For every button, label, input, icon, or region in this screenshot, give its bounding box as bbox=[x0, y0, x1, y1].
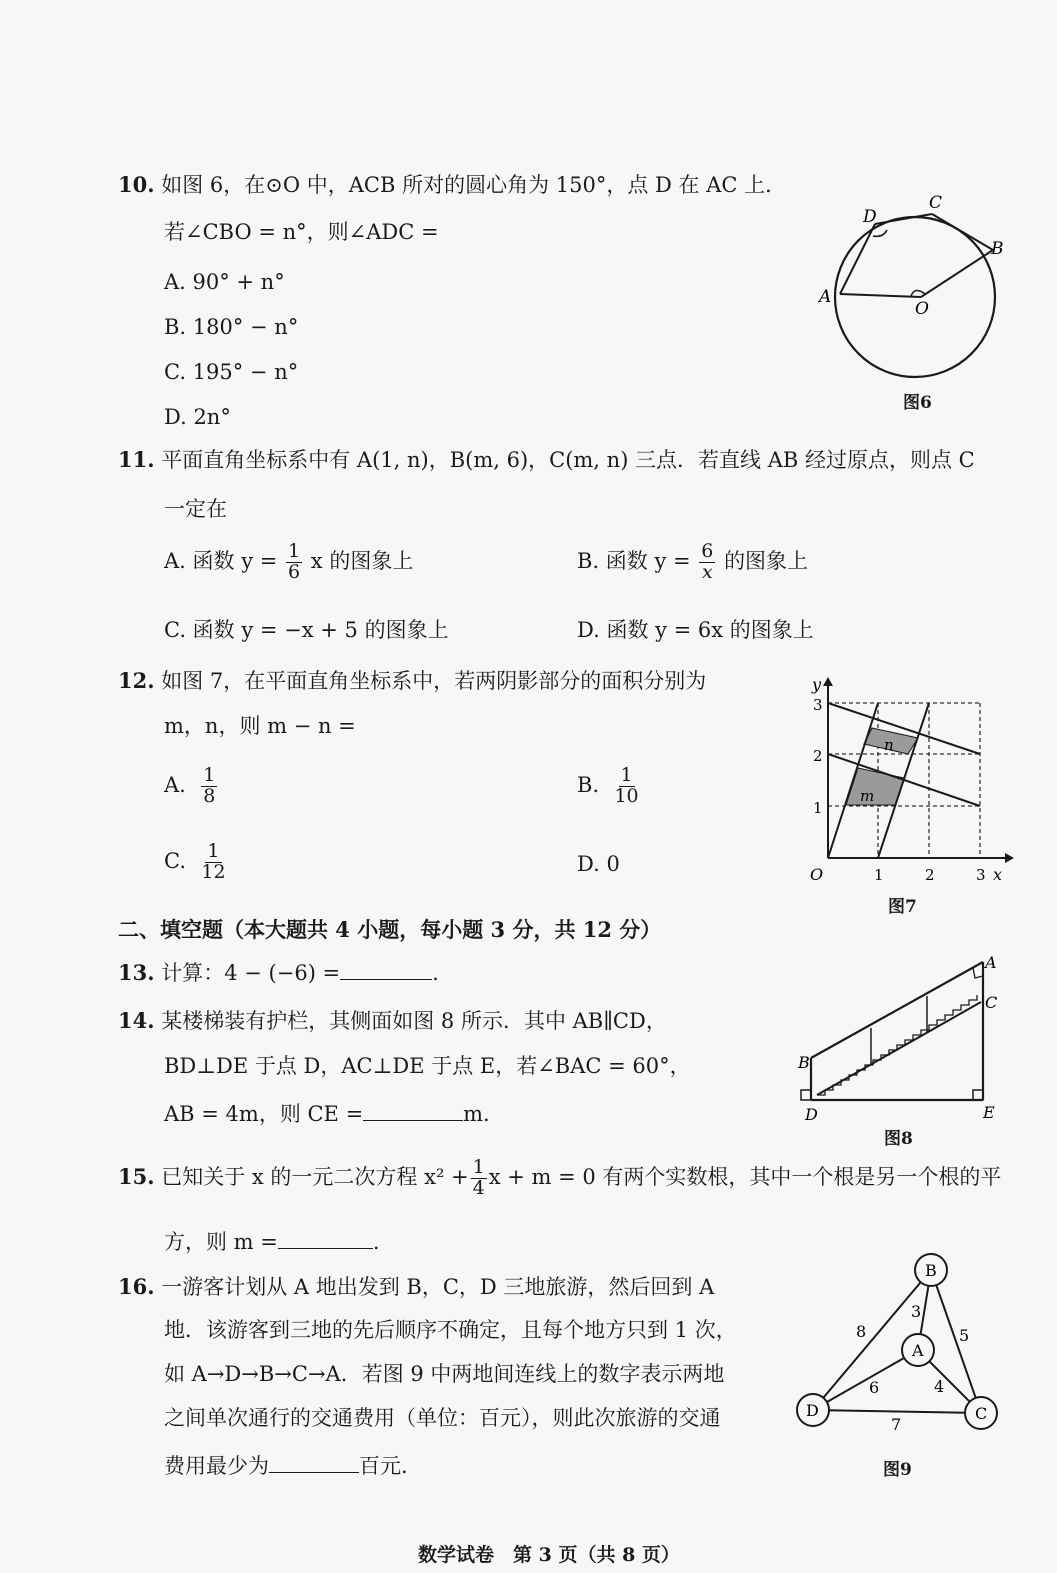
q15-answer-blank[interactable] bbox=[278, 1230, 373, 1249]
q10-option-c: C. 195° − n° bbox=[164, 360, 299, 384]
q10-option-b: B. 180° − n° bbox=[164, 315, 299, 339]
figure-7-grid bbox=[800, 668, 1020, 888]
q11-stem-1: 平面直角坐标系中有 A(1, n)，B(m, 6)，C(m, n) 三点．若直线 AB 经过原点，则点 C bbox=[161, 448, 975, 472]
q15-number: 15. bbox=[118, 1163, 155, 1189]
q12-option-b: B. $\frac{1}{10}$ bbox=[577, 764, 639, 807]
fig8-label-c: C bbox=[985, 993, 998, 1012]
fig7-label-n: n bbox=[884, 736, 894, 754]
q14-stem-3: AB = 4m，则 CE = bbox=[164, 1102, 364, 1126]
q11-option-a-pre: A. 函数 y = bbox=[164, 548, 278, 573]
segment-ob bbox=[921, 250, 993, 297]
q12-option-d: D. 0 bbox=[577, 852, 620, 876]
q10-number: 10. bbox=[118, 172, 155, 197]
q16-answer-blank[interactable] bbox=[269, 1454, 359, 1473]
q13-line: 13. 计算：4 − (−6) = . bbox=[118, 960, 439, 985]
q12-stem-1: 如图 7，在平面直角坐标系中，若两阴影部分的面积分别为 bbox=[161, 669, 707, 693]
figure-9-graph bbox=[785, 1245, 1015, 1445]
q15-stem-pre: 已知关于 x 的一元二次方程 x² + bbox=[161, 1164, 469, 1189]
q16-stem-2: 地．该游客到三地的先后顺序不确定，且每个地方只到 1 次， bbox=[164, 1318, 737, 1342]
q11-option-b-pre: B. 函数 y = bbox=[577, 548, 691, 573]
fig9-edge-ab: 3 bbox=[911, 1302, 922, 1321]
q13-stem: 计算：4 − (−6) = bbox=[161, 961, 341, 985]
q14-number: 14. bbox=[118, 1008, 155, 1033]
fig7-label-x: x bbox=[993, 865, 1003, 884]
figure-8-stair-railing bbox=[793, 950, 1013, 1125]
fig7-label-y: y bbox=[812, 675, 822, 694]
q11-option-b-post: 的图象上 bbox=[724, 548, 809, 573]
q11-option-a bbox=[164, 542, 413, 583]
q15-stem-2: 方，则 m = bbox=[164, 1230, 278, 1254]
q10-option-a: A. 90° + n° bbox=[164, 270, 285, 294]
q10-option-d: D. 2n° bbox=[164, 405, 231, 429]
figure-7-caption: 图7 bbox=[888, 897, 917, 917]
q14-line1 bbox=[118, 1008, 667, 1034]
fig9-node-label-d: D bbox=[806, 1401, 819, 1420]
q11-option-c: C. 函数 y = −x + 5 的图象上 bbox=[164, 618, 449, 642]
fig7-tick-y2: 2 bbox=[813, 747, 823, 765]
fig6-label-a: A bbox=[819, 287, 832, 307]
fig9-node-label-b: B bbox=[925, 1261, 937, 1280]
fig6-label-o: O bbox=[915, 299, 929, 319]
fig7-tick-x2: 2 bbox=[925, 866, 935, 884]
q16-line5: 费用最少为 百元. bbox=[164, 1454, 408, 1478]
q12-number: 12. bbox=[118, 668, 155, 693]
q14-line3: AB = 4m，则 CE = m． bbox=[164, 1102, 505, 1126]
q10-stem-1: 如图 6，在⊙O 中，ACB 所对的圆心角为 150°，点 D 在 AC 上． bbox=[161, 173, 787, 197]
q16-stem-5: 费用最少为 bbox=[164, 1454, 269, 1478]
fig6-label-d: D bbox=[863, 207, 877, 227]
q16-stem-1: 一游客计划从 A 地出发到 B，C，D 三地旅游，然后回到 A bbox=[161, 1275, 715, 1299]
figure-6-caption: 图6 bbox=[903, 393, 932, 413]
fig9-edge-bd: 8 bbox=[856, 1322, 867, 1341]
q12-option-a: A. $\frac{1}{8}$ bbox=[164, 764, 216, 807]
fig7-tick-y3: 3 bbox=[813, 696, 823, 714]
fig9-edge-ad: 6 bbox=[869, 1378, 880, 1397]
fraction-one-quarter: $\frac{1}{4}$ bbox=[472, 1156, 485, 1199]
q16-line1 bbox=[118, 1274, 714, 1300]
q16-stem-3: 如 A→D→B→C→A．若图 9 中两地间连线上的数字表示两地 bbox=[164, 1362, 725, 1386]
section-fill-in-blank-heading: 二、填空题（本大题共 4 小题，每小题 3 分，共 12 分） bbox=[118, 917, 662, 942]
q11-line1 bbox=[118, 447, 975, 473]
fig9-edge-ac: 4 bbox=[934, 1377, 945, 1396]
figure-9-caption: 图9 bbox=[883, 1460, 912, 1480]
fig8-label-e: E bbox=[983, 1103, 995, 1122]
q11-number: 11. bbox=[118, 447, 155, 472]
fig9-node-label-a: A bbox=[912, 1341, 924, 1360]
page-footer: 数学试卷 第 3 页（共 8 页） bbox=[418, 1544, 680, 1566]
fraction-six-over-x: $\frac{6}{x}$ bbox=[701, 540, 714, 583]
fig7-label-origin: O bbox=[810, 865, 824, 884]
q13-answer-blank[interactable] bbox=[340, 961, 432, 980]
figure-8-caption: 图8 bbox=[884, 1129, 913, 1149]
q10-stem-2: 若∠CBO = n°，则∠ADC = bbox=[164, 220, 439, 244]
segment-ao bbox=[840, 294, 921, 297]
q15-line2: 方，则 m = . bbox=[164, 1230, 380, 1254]
fig8-label-d: D bbox=[805, 1105, 818, 1124]
fig7-tick-y1: 1 bbox=[813, 799, 823, 817]
q14-answer-blank[interactable] bbox=[363, 1102, 463, 1121]
fig9-edge-bc: 5 bbox=[959, 1326, 970, 1345]
fraction-one-sixth: $\frac{1}{6}$ bbox=[288, 540, 301, 583]
q15-stem-post: x + m = 0 有两个实数根，其中一个根是另一个根的平 bbox=[488, 1164, 1002, 1189]
fig8-label-b: B bbox=[798, 1053, 810, 1072]
q16-number: 16. bbox=[118, 1274, 155, 1299]
q11-stem-2: 一定在 bbox=[164, 497, 227, 521]
segment-cb bbox=[932, 214, 993, 250]
fig9-node-label-c: C bbox=[975, 1404, 988, 1423]
fig9-edge-dc: 7 bbox=[891, 1415, 902, 1434]
fig7-tick-x3: 3 bbox=[976, 866, 986, 884]
q14-stem-1: 某楼梯装有护栏，其侧面如图 8 所示．其中 AB∥CD， bbox=[161, 1009, 667, 1033]
fig6-label-c: C bbox=[929, 193, 943, 213]
fig8-label-a: A bbox=[985, 953, 997, 972]
q16-stem-4: 之间单次通行的交通费用（单位：百元），则此次旅游的交通 bbox=[164, 1406, 721, 1430]
q12-option-c: C. $\frac{1}{12}$ bbox=[164, 840, 226, 883]
figure-6-circle bbox=[805, 190, 1030, 415]
fig6-label-b: B bbox=[991, 239, 1004, 259]
fraction-one-twelfth: $\frac{1}{12}$ bbox=[201, 840, 226, 883]
q10-line1 bbox=[118, 172, 786, 198]
q13-number: 13. bbox=[118, 960, 155, 985]
q11-option-d: D. 函数 y = 6x 的图象上 bbox=[577, 618, 814, 642]
fig7-tick-x1: 1 bbox=[874, 866, 884, 884]
fraction-one-tenth: $\frac{1}{10}$ bbox=[614, 764, 639, 807]
q11-option-b bbox=[577, 542, 808, 583]
q14-stem-2: BD⊥DE 于点 D，AC⊥DE 于点 E，若∠BAC = 60°， bbox=[164, 1054, 691, 1078]
q11-option-a-post: x 的图象上 bbox=[310, 548, 414, 573]
fraction-one-eighth: $\frac{1}{8}$ bbox=[203, 764, 216, 807]
q12-line1 bbox=[118, 668, 706, 694]
segment-dc bbox=[875, 214, 932, 224]
q15-line1 bbox=[118, 1158, 1001, 1199]
fig7-label-m: m bbox=[860, 787, 875, 805]
q12-stem-2: m，n，则 m − n = bbox=[164, 714, 356, 738]
